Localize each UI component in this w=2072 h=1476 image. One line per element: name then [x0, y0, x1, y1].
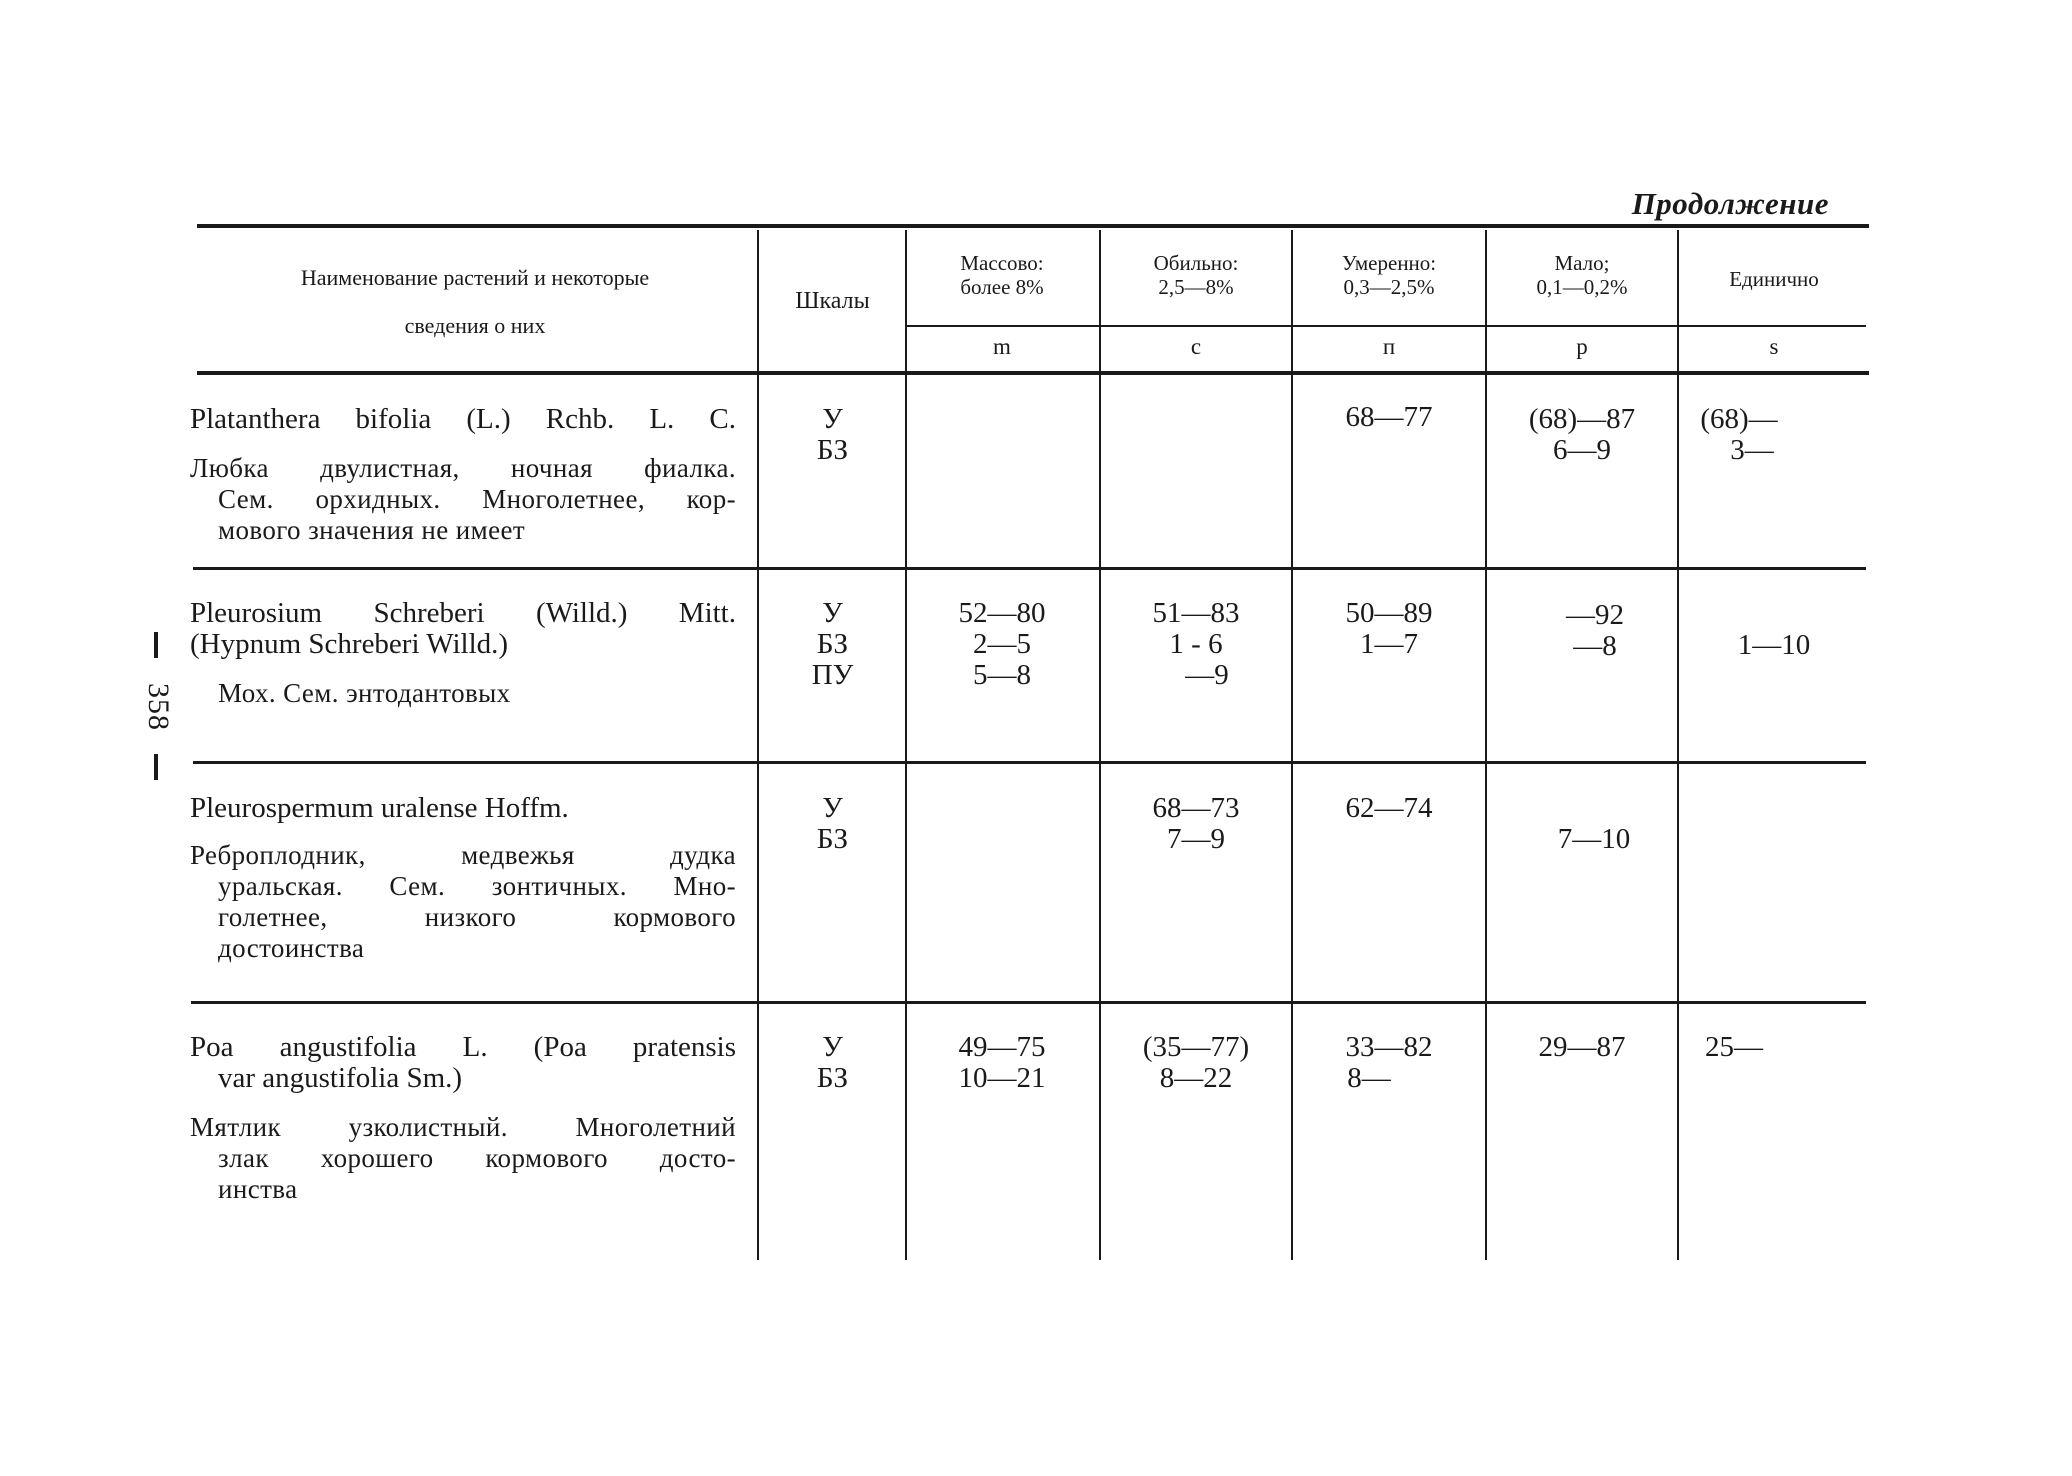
- header-col-s-label: Единично: [1729, 267, 1819, 291]
- row-2-col-c: 51—83 1 - 6 —9: [1152, 597, 1240, 691]
- header-col-p-label-2: 0,1—0,2%: [1536, 275, 1628, 299]
- header-col-m-letter: m: [993, 334, 1011, 359]
- page-number-text: 358: [142, 683, 175, 731]
- row-1-description: Любка двулистная, ночная фиалка. Сем. орхидных. Многолетнее, кор- мового значения не имеет: [190, 453, 736, 545]
- row-4-description: Мятлик узколистный. Многолетний злак хорошего кормового досто- инства: [190, 1112, 736, 1204]
- header-col-n-label-1: Умеренно:: [1341, 251, 1437, 275]
- header-name-line1: Наименование растений и некоторые: [300, 265, 650, 290]
- header-col-n-label-2: 0,3—2,5%: [1343, 275, 1435, 299]
- row-3-col-c: 68—73 7—9: [1152, 792, 1240, 855]
- letter-row-rule: [905, 325, 1866, 327]
- header-scales: Шкалы: [795, 288, 870, 314]
- col-rule-m: [1099, 230, 1101, 1260]
- col-rule-p: [1677, 230, 1679, 1260]
- row-1-col-p: (68)—87 6—9: [1528, 403, 1636, 466]
- row-4-col-n: 33—82 8—: [1345, 1031, 1433, 1094]
- row-2-latin-name-2: (Hypnum Schreberi Willd.): [190, 628, 509, 660]
- header-col-c-label-2: 2,5—8%: [1158, 275, 1234, 299]
- table-top-rule: [197, 224, 1869, 228]
- row-4-col-p: 29—87: [1538, 1031, 1626, 1063]
- row-4-col-m: 49—75 10—21: [958, 1031, 1046, 1094]
- row-2-scales: У БЗ ПУ: [811, 597, 854, 691]
- col-rule-c: [1291, 230, 1293, 1260]
- row-1-latin-name: Platanthera bifolia (L.) Rchb. L. C.: [190, 403, 736, 435]
- row-1-scales: У БЗ: [816, 403, 849, 466]
- row-3-scales: У БЗ: [816, 792, 849, 855]
- row-separator-3: [191, 1001, 1866, 1004]
- header-col-p-letter: р: [1576, 334, 1588, 359]
- row-separator-2: [193, 761, 1866, 764]
- row-2-col-p: —92 —8: [1566, 599, 1624, 662]
- row-4-col-c: (35—77) 8—22: [1142, 1031, 1250, 1094]
- row-2-col-m: 52—80 2—5 5—8: [958, 597, 1046, 691]
- row-3-col-n: 62—74: [1345, 792, 1433, 824]
- header-col-n-letter: п: [1382, 334, 1396, 359]
- row-4-latin-name-1: Poa angustifolia L. (Poa pratensis: [190, 1031, 736, 1063]
- header-bottom-rule: [197, 371, 1869, 375]
- header-col-m-label-1: Массово:: [960, 251, 1044, 275]
- row-2-description: Мох. Сем. энтодантовых: [218, 678, 511, 708]
- header-col-s-letter: s: [1769, 334, 1779, 359]
- continuation-label: Продолжение: [1631, 186, 1829, 221]
- header-col-c-letter: с: [1190, 334, 1202, 359]
- row-3-col-p: 7—10: [1557, 823, 1631, 855]
- row-4-col-s: 25—: [1705, 1031, 1763, 1063]
- page-number-tick-bottom: [154, 754, 158, 780]
- header-col-c-label-1: Обильно:: [1153, 251, 1239, 275]
- row-3-latin-name: Pleurospermum uralense Hoffm.: [190, 792, 569, 824]
- row-2-col-n: 50—89 1—7: [1345, 597, 1433, 660]
- row-4-scales: У БЗ: [816, 1031, 849, 1094]
- row-1-col-s: (68)— 3—: [1700, 403, 1778, 466]
- page-number: [128, 632, 188, 782]
- row-3-description: Реброплодник, медвежья дудка уральская. Сем. зонтичных. Мно- голетнее, низкого кормового достоинства: [190, 840, 736, 963]
- header-col-m-label-2: более 8%: [960, 275, 1044, 299]
- col-rule-scales: [905, 230, 907, 1260]
- col-rule-n: [1485, 230, 1487, 1260]
- col-rule-name: [757, 230, 759, 1260]
- header-name-line2: сведения о них: [404, 313, 546, 338]
- row-separator-1: [193, 567, 1866, 570]
- row-1-col-n: 68—77: [1345, 401, 1433, 433]
- row-2-latin-name-1: Pleurosium Schreberi (Willd.) Mitt.: [190, 597, 736, 629]
- row-4-latin-name-2: var angustifolia Sm.): [218, 1062, 463, 1094]
- row-2-col-s: 1—10: [1737, 629, 1811, 661]
- header-col-p-label-1: Мало;: [1554, 251, 1610, 275]
